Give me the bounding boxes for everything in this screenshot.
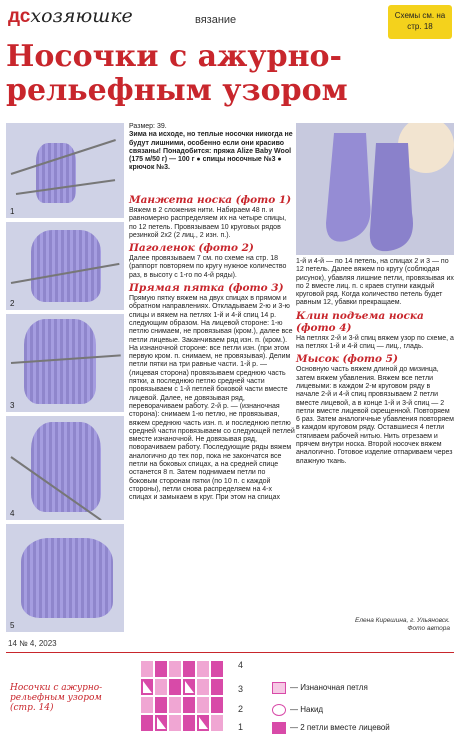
section-heading-leg: Паголенок (фото 2) <box>129 242 254 255</box>
photo-4 <box>6 416 124 520</box>
chart-row-number: 2 <box>238 704 244 714</box>
section-heading-toe: Мысок (фото 5) <box>296 353 398 366</box>
photo-1 <box>6 123 124 218</box>
chart-cell <box>168 660 182 678</box>
chart-cell <box>210 696 224 714</box>
right-column <box>296 258 454 466</box>
photo-3-number: 3 <box>10 401 15 410</box>
chart-cell <box>140 678 154 696</box>
size-text: Размер: 39. <box>129 123 167 130</box>
heel-continuation: 1-й и 4-й — по 14 петель, на спицах 2 и 3 — по 12 петель. Далее вяжем по кругу (соблюдая рисунок), убавляя лишние петли, провязывая их по 2 вместе лиц. п. с краев ступни каждый круговой ряд. Когда количество петель будет равным 12, убавки прекращаем. <box>296 258 454 307</box>
section-heading-heel: Прямая пятка (фото 3) <box>129 282 284 295</box>
title-line-1: Носочки с ажурно- <box>6 39 342 74</box>
chart-cell <box>210 678 224 696</box>
intro-block <box>129 123 297 173</box>
chart-cell <box>182 714 196 732</box>
sock-right <box>370 143 413 251</box>
knitting-chart <box>140 660 224 732</box>
photo-2-number: 2 <box>10 299 15 308</box>
chart-cell <box>168 696 182 714</box>
section-body-cuff: Вяжем в 2 сложения нити. Набираем 48 п. и равномерно распределяем их на четыре спицы, по 12 петель. Провязываем 10 круговых рядов резинкой 2х2 (2 лиц., 2 изн. п.). <box>129 207 287 239</box>
instructions-column <box>129 192 295 503</box>
chart-cell <box>154 678 168 696</box>
yarn-over-symbol-icon <box>272 704 286 716</box>
brand-name: хозяюшке <box>30 5 133 27</box>
brand-ds: дс <box>8 6 31 27</box>
section-body-leg: Далее провязываем 7 см. по схеме на стр. 18 (раппорт повторяем по кругу нужное количество раз, в высоту с 1-го по 4-й ряды). <box>129 255 287 279</box>
legend-yarn-over: — Накид <box>290 705 324 714</box>
section-heading-gusset: Клин подъема носка (фото 4) <box>296 309 424 334</box>
photo-2 <box>6 222 124 310</box>
photo-5-knit <box>21 538 113 618</box>
socks-illustration <box>296 123 454 255</box>
photo-credit: Фото автора <box>407 625 450 632</box>
chart-cell <box>196 678 210 696</box>
section-body-gusset: На петлях 2-й и 3-й спиц вяжем узор по схеме, а на петлях 1-й и 4-й спиц — лиц., гладь. <box>296 334 454 351</box>
chart-cell <box>210 660 224 678</box>
section-label: вязание <box>195 14 237 26</box>
title-line-2: рельефным узором <box>6 73 348 108</box>
lead-text: Зима на исходе, но теплые носочки никогда не будут лишними, особенно если они красиво связаны! <box>129 131 293 155</box>
chart-row-number: 4 <box>238 660 244 670</box>
section-heading-cuff: Манжета носка (фото 1) <box>129 194 292 206</box>
k2tog-symbol-icon <box>272 722 286 734</box>
photo-5-number: 5 <box>10 621 15 630</box>
chart-caption: Носочки с ажурно-рельефным узором (стр. 14) <box>10 683 103 713</box>
page-title <box>6 40 386 108</box>
chart-cell <box>182 696 196 714</box>
section-body-toe: Основную часть вяжем длиной до мизинца, затем вяжем убавления. Вяжем все петли лицевыми: в каждом 2-м круговом ряду в начале 2-й и 4-й спиц провязываем 2 петли вместе лицевой, а в конце 1-й и 3-й спиц — 2 петли вместе лицевой скрещенной. Повторяем 6 раз. Затем аналогичные убавления повторяем в каждом круговом ряду. Оставшиеся 4 петли стягиваем рабочей нитью. Нить отрезаем и прячем внутри носка. Второй носочек вяжем аналогично. Готовое изделие отпариваем через влажную ткань. <box>296 366 454 465</box>
chart-cell <box>168 714 182 732</box>
purl-symbol-icon <box>272 682 286 694</box>
chart-cell <box>182 660 196 678</box>
chart-cell <box>196 714 210 732</box>
legend-k2tog: — 2 петли вместе лицевой <box>290 723 390 732</box>
legend-purl: — Изнаночная петля <box>290 683 368 692</box>
chart-row-number: 3 <box>238 684 244 694</box>
socks-photo <box>296 123 454 255</box>
chart-cell <box>196 696 210 714</box>
chart-cell <box>154 660 168 678</box>
sock-left <box>326 133 371 242</box>
photo-4-knit <box>31 422 101 512</box>
chart-cell <box>140 714 154 732</box>
photo-2-knit <box>31 230 101 302</box>
author-credit <box>350 617 450 633</box>
chart-cell <box>210 714 224 732</box>
chart-cell <box>182 678 196 696</box>
chart-row-number: 1 <box>238 722 244 732</box>
chart-cell <box>154 714 168 732</box>
photo-1-number: 1 <box>10 207 15 216</box>
footer-divider <box>6 652 454 653</box>
photo-5 <box>6 524 124 632</box>
schema-badge: Схемы см. на стр. 18 <box>388 5 452 39</box>
photo-4-number: 4 <box>10 509 15 518</box>
chart-cell <box>154 696 168 714</box>
chart-cell <box>140 696 154 714</box>
brand-logo <box>8 5 133 28</box>
author-name: Елена Кирешина, г. Ульяновск. <box>355 617 450 624</box>
page-number: 14 № 4, 2023 <box>8 639 57 648</box>
materials-text: Понадобится: пряжа Alize Baby Wool (175 м/50 г) — 100 г ● спицы носочные №3 ● крючок №3. <box>129 147 292 172</box>
chart-cell <box>196 660 210 678</box>
chart-cell <box>168 678 182 696</box>
section-body-heel: Прямую пятку вяжем на двух спицах в прямом и обратном направлениях. Откладываем 2-ю и 3-ю спицы и вяжем на петлях 1-й и 4-й спиц 14 р. следующим образом. На лицевой стороне: 1-ю петлю снимаем, не провязывая (кром.), далее все петли лицевые. Заканчиваем ряд изн. п. (кром.). На изнаночной стороне: все петли изн. (при этом первую кром. п. снимаем, не провязывая). Делим петли пятки на три равные части. 1-й р. — (лицевая сторона) провязываем среднюю часть пятки, а последнюю петлю средней части провязываем с 1-й петлей боковой части вместе лицевой. Далее, не довязывая ряд, переворачиваем работу. 2-й р. — (изнаночная сторона): снимаем 1-ю петлю, не провязывая, вяжем среднюю часть изн. п. и последнюю петлю средней части провязываем со следующей петлей вместе изнаночной. Не довязывая ряд, поворачиваем работу. Последующие ряды вяжем аналогично до тех пор, пока не закончатся все петли на боковых спицах, а на средней спице останется 8 п. Затем поднимаем петли по боковым сторонам пятки (по 10 п. с каждой стороны), петли снова распределяем на 4-х спицах и замыкаем в круг. При этом на спицах <box>129 295 295 502</box>
photo-3 <box>6 314 124 412</box>
photo-1-knit <box>36 143 76 203</box>
chart-cell <box>140 660 154 678</box>
